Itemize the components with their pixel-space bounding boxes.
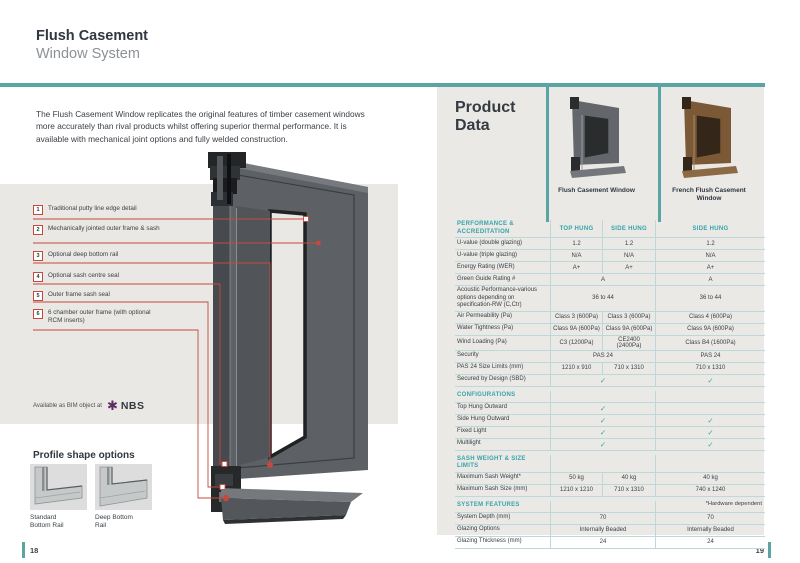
table-cell: N/A	[551, 250, 603, 261]
table-cell: Class 9A (600Pa)	[551, 324, 603, 335]
panel-divider	[546, 87, 549, 222]
table-row	[455, 473, 765, 485]
table-cell: Secured by Design (SBD)	[455, 375, 551, 386]
table-cell: Internally Beaded	[551, 525, 656, 536]
table-cell: ✓	[707, 375, 714, 385]
table-cell: CE2400 (2400Pa)	[603, 336, 656, 350]
table-cell: U-value (double glazing)	[455, 238, 551, 249]
callout-text: Optional deep bottom rail	[48, 251, 119, 258]
table-cell: U-value (triple glazing)	[455, 250, 551, 261]
table-cell: Fixed Light	[455, 427, 551, 438]
callout-number: 4	[33, 272, 43, 282]
table-cell: 70	[707, 515, 714, 521]
table-cell: A	[551, 274, 656, 285]
table-cell: 710 x 1310	[695, 365, 726, 371]
table-cell: SIDE HUNG	[692, 225, 729, 232]
table-cell: 70	[551, 513, 656, 524]
table-row	[455, 250, 765, 262]
table-cell: Wind Loading (Pa)	[455, 336, 551, 350]
profile-options-heading: Profile shape options	[33, 450, 135, 461]
table-cell: Class 9A (600Pa)	[603, 324, 656, 335]
table-row	[455, 415, 765, 427]
callout-2	[33, 225, 160, 235]
callout-4	[33, 272, 160, 282]
table-cell: ✓	[551, 415, 656, 426]
table-cell: Maximum Sash Weight*	[455, 473, 551, 484]
table-cell	[656, 395, 765, 397]
bim-prefix-text: Available as BIM object at	[33, 402, 102, 409]
table-row	[455, 324, 765, 336]
table-cell: 24	[551, 537, 656, 548]
table-cell: SIDE HUNG	[603, 220, 656, 237]
table-cell: Glazing Thickness (mm)	[455, 537, 551, 548]
table-cell: 40 kg	[703, 475, 718, 481]
table-row	[455, 262, 765, 274]
table-cell: N/A	[705, 252, 716, 259]
table-section-header	[455, 391, 765, 403]
table-cell: A	[708, 276, 713, 283]
callout-text: Outer frame sash seal	[48, 291, 110, 298]
table-cell: 40 kg	[603, 473, 656, 484]
table-cell: Green Guide Rating #	[455, 274, 551, 285]
nbs-logo-text: NBS	[120, 399, 145, 412]
table-cell: PERFORMANCE & ACCREDITATION	[455, 220, 551, 237]
table-cell: 1.2	[603, 238, 656, 249]
table-row	[455, 238, 765, 250]
table-cell: PAS 24	[700, 353, 721, 359]
table-cell: Class 3 (600Pa)	[603, 312, 656, 323]
table-row	[455, 312, 765, 324]
french-flush-casement-product-image	[677, 95, 739, 183]
table-cell	[551, 455, 656, 472]
table-row	[455, 286, 765, 312]
french-flush-casement-caption: French Flush Casement Window	[672, 187, 746, 203]
table-row	[455, 427, 765, 439]
table-row	[455, 363, 765, 375]
table-cell: Energy Rating (WER)	[455, 262, 551, 273]
table-cell: 710 x 1310	[603, 485, 656, 496]
near-sash	[236, 206, 270, 466]
page-number-bar-right	[768, 542, 771, 558]
table-row	[455, 439, 765, 451]
callout-number: 1	[33, 205, 43, 215]
table-cell: A+	[603, 262, 656, 273]
table-cell: CONFIGURATIONS	[455, 391, 551, 402]
page-number-left: 18	[30, 546, 39, 555]
table-cell: ✓	[707, 415, 714, 425]
table-cell: ✓	[707, 439, 714, 449]
table-cell: Class B4 (1600Pa)	[685, 339, 736, 346]
table-cell: Glazing Options	[455, 525, 551, 536]
table-cell: Maximum Sash Size (mm)	[455, 485, 551, 496]
table-cell: Class 4 (600Pa)	[688, 314, 733, 320]
table-row	[455, 403, 765, 415]
callout-1	[33, 205, 160, 215]
table-cell: System Depth (mm)	[455, 513, 551, 524]
panel-divider	[658, 87, 661, 222]
window-cutaway-illustration	[193, 148, 378, 543]
table-cell: TOP HUNG	[551, 220, 603, 237]
table-cell: Internally Beaded	[687, 527, 734, 533]
table-cell: ✓	[707, 427, 714, 437]
table-cell: 50 kg	[551, 473, 603, 484]
table-cell: Air Permeability (Pa)	[455, 312, 551, 323]
standard-bottom-rail-label: Standard Bottom Rail	[30, 514, 64, 530]
inner-reveal	[270, 211, 305, 457]
nbs-pinwheel-icon: ✱	[106, 398, 118, 413]
table-cell	[656, 462, 765, 464]
table-cell: ✓	[551, 375, 656, 386]
table-cell: Water Tightness (Pa)	[455, 324, 551, 335]
table-cell: ✓	[551, 427, 656, 438]
deep-bottom-rail-label: Deep Bottom Rail	[95, 514, 133, 530]
table-cell: ✓	[551, 439, 656, 450]
page-number-right: 19	[755, 546, 764, 555]
standard-bottom-rail-image	[30, 464, 87, 510]
table-cell: 1210 x 910	[551, 363, 603, 374]
product-data-panel	[437, 87, 764, 545]
table-row	[455, 336, 765, 351]
table-row	[455, 537, 765, 549]
flush-casement-caption: Flush Casement Window	[558, 187, 635, 194]
callout-number: 6	[33, 309, 43, 319]
callout-text: 6 chamber outer frame (with optional RCM inserts)	[48, 309, 151, 325]
table-cell: Side Hung Outward	[455, 415, 551, 426]
table-cell: 1.2	[551, 238, 603, 249]
table-cell: PAS 24 Size Limits (mm)	[455, 363, 551, 374]
table-row	[455, 513, 765, 525]
table-cell: Acoustic Performance-various options depending on specification-RW (C,Ctr)	[455, 286, 551, 311]
table-cell: Top Hung Outward	[455, 403, 551, 414]
callout-text: Optional sash centre seal	[48, 272, 120, 279]
table-row	[455, 525, 765, 537]
page-subtitle: Window System	[36, 46, 140, 62]
table-cell: PAS 24	[551, 351, 656, 362]
table-cell: Multilight	[455, 439, 551, 450]
table-section-header	[455, 220, 765, 238]
page-number-bar-left	[22, 542, 25, 558]
callout-text: Traditional putty line edge detail	[48, 205, 137, 212]
table-row	[455, 375, 765, 387]
table-cell: N/A	[603, 250, 656, 261]
table-cell: 36 to 44	[551, 286, 656, 311]
callout-5	[33, 291, 160, 301]
callout-number: 3	[33, 251, 43, 261]
deep-bottom-rail-image	[95, 464, 152, 510]
callout-number: 5	[33, 291, 43, 301]
table-cell: C3 (1200Pa)	[551, 336, 603, 350]
table-cell: A+	[551, 262, 603, 273]
table-cell	[656, 407, 765, 409]
table-row	[455, 274, 765, 286]
table-cell: 1210 x 1210	[551, 485, 603, 496]
table-cell: 1.2	[706, 240, 715, 247]
table-cell: 710 x 1310	[603, 363, 656, 374]
intro-paragraph: The Flush Casement Window replicates the original features of timber casement windows more accurately than rival products whilst offering superior thermal performance. It is available with mechanical joint options and fully welded construction.	[36, 109, 365, 144]
table-cell: SASH WEIGHT & SIZE LIMITS	[455, 455, 551, 472]
table-cell: A+	[706, 264, 715, 271]
panel-title: Product Data	[455, 99, 516, 135]
table-cell: 36 to 44	[699, 295, 722, 302]
callout-text: Mechanically jointed outer frame & sash	[48, 225, 160, 232]
table-cell: ✓	[551, 403, 656, 414]
bim-object-note	[33, 399, 145, 412]
table-cell: Class 3 (600Pa)	[551, 312, 603, 323]
table-row	[455, 351, 765, 363]
table-cell	[551, 391, 656, 402]
table-section-header	[455, 455, 765, 473]
table-cell: SYSTEM FEATURES	[455, 501, 551, 512]
flush-casement-product-image	[565, 95, 627, 183]
table-cell: 740 x 1240	[695, 487, 726, 493]
table-footnote: *Hardware dependent	[705, 501, 762, 507]
page-title: Flush Casement	[36, 28, 148, 44]
table-cell: Class 9A (600Pa)	[687, 326, 734, 332]
callout-3	[33, 251, 160, 261]
callout-6	[33, 309, 160, 325]
table-row	[455, 485, 765, 497]
callout-number: 2	[33, 225, 43, 235]
table-cell: 24	[707, 539, 714, 545]
table-cell: Security	[455, 351, 551, 362]
spec-table	[455, 220, 765, 549]
